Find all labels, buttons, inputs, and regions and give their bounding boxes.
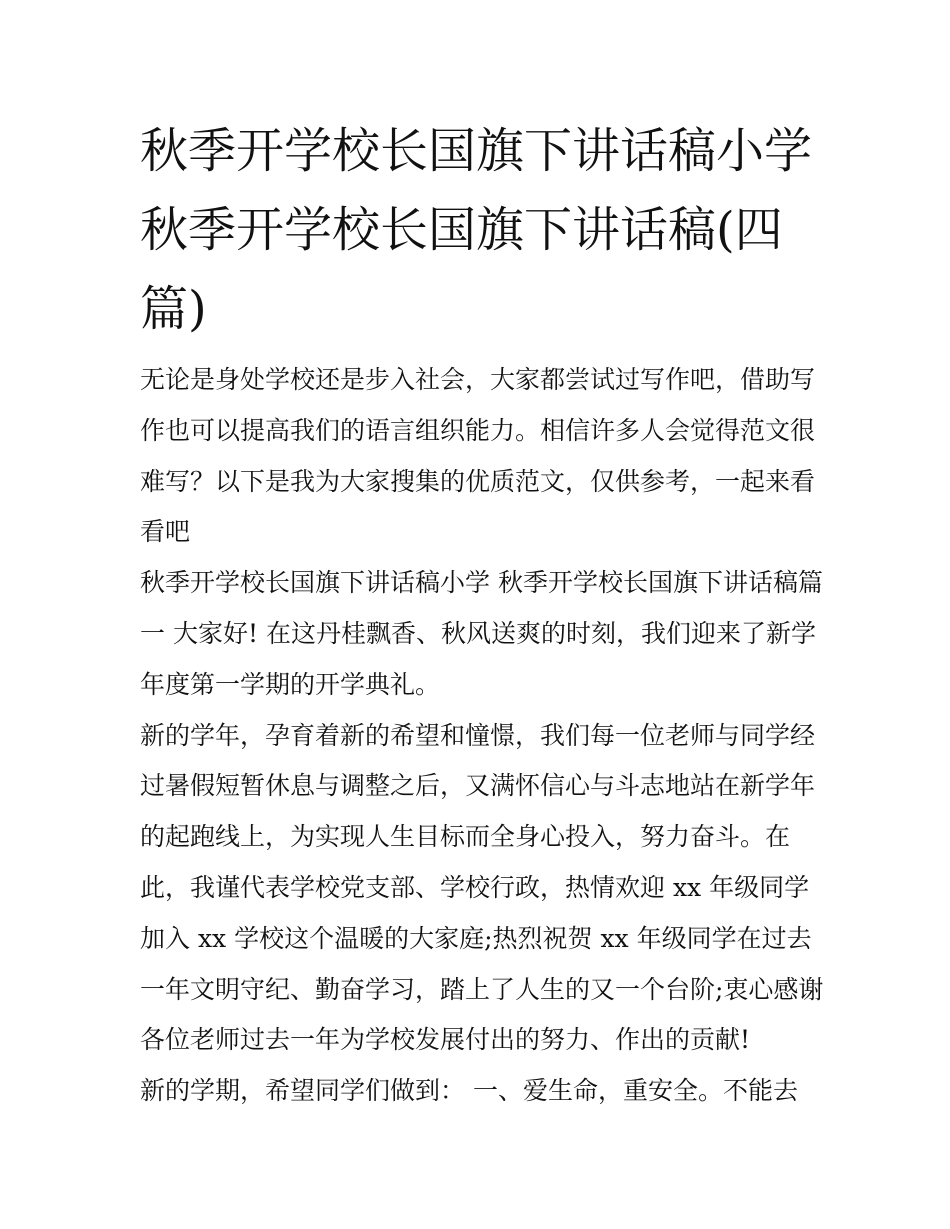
document-title: 秋季开学校长国旗下讲话稿小学 秋季开学校长国旗下讲话稿(四篇): [140, 123, 813, 337]
paragraph-speech-opening: 秋季开学校长国旗下讲话稿小学 秋季开学校长国旗下讲话稿篇一 大家好! 在这丹桂飘香、秋风送爽的时刻，我们迎来了新学年度第一学期的开学典礼。: [140, 568, 823, 699]
paragraph-intro: 无论是身处学校还是步入社会，大家都尝试过写作吧，借助写作也可以提高我们的语言组织能力。相信许多人会觉得范文很难写？以下是我为大家搜集的优质范文，仅供参考，一起来看看吧: [140, 365, 816, 547]
paragraph-new-semester: 新的学期，希望同学们做到： 一、爱生命，重安全。不能去: [140, 1076, 798, 1106]
paragraph-new-school-year: 新的学年，孕育着新的希望和憧憬，我们每一位老师与同学经过暑假短暂休息与调整之后，又满怀信心与斗志地站在新学年的起跑线上，为实现人生目标而全身心投入，努力奋斗。在此，我谨代表学校党支部、学校行政，热情欢迎 xx 年级同学加入 xx 学校这个温暖的大家庭;热烈祝贺 xx 年级同学在过去一年文明守纪、勤奋学习，踏上了人生的又一个台阶;衷心感谢各位老师过去一年为学校发展付出的努力、作出的贡献!: [140, 720, 824, 1055]
document-body: [140, 355, 830, 1117]
